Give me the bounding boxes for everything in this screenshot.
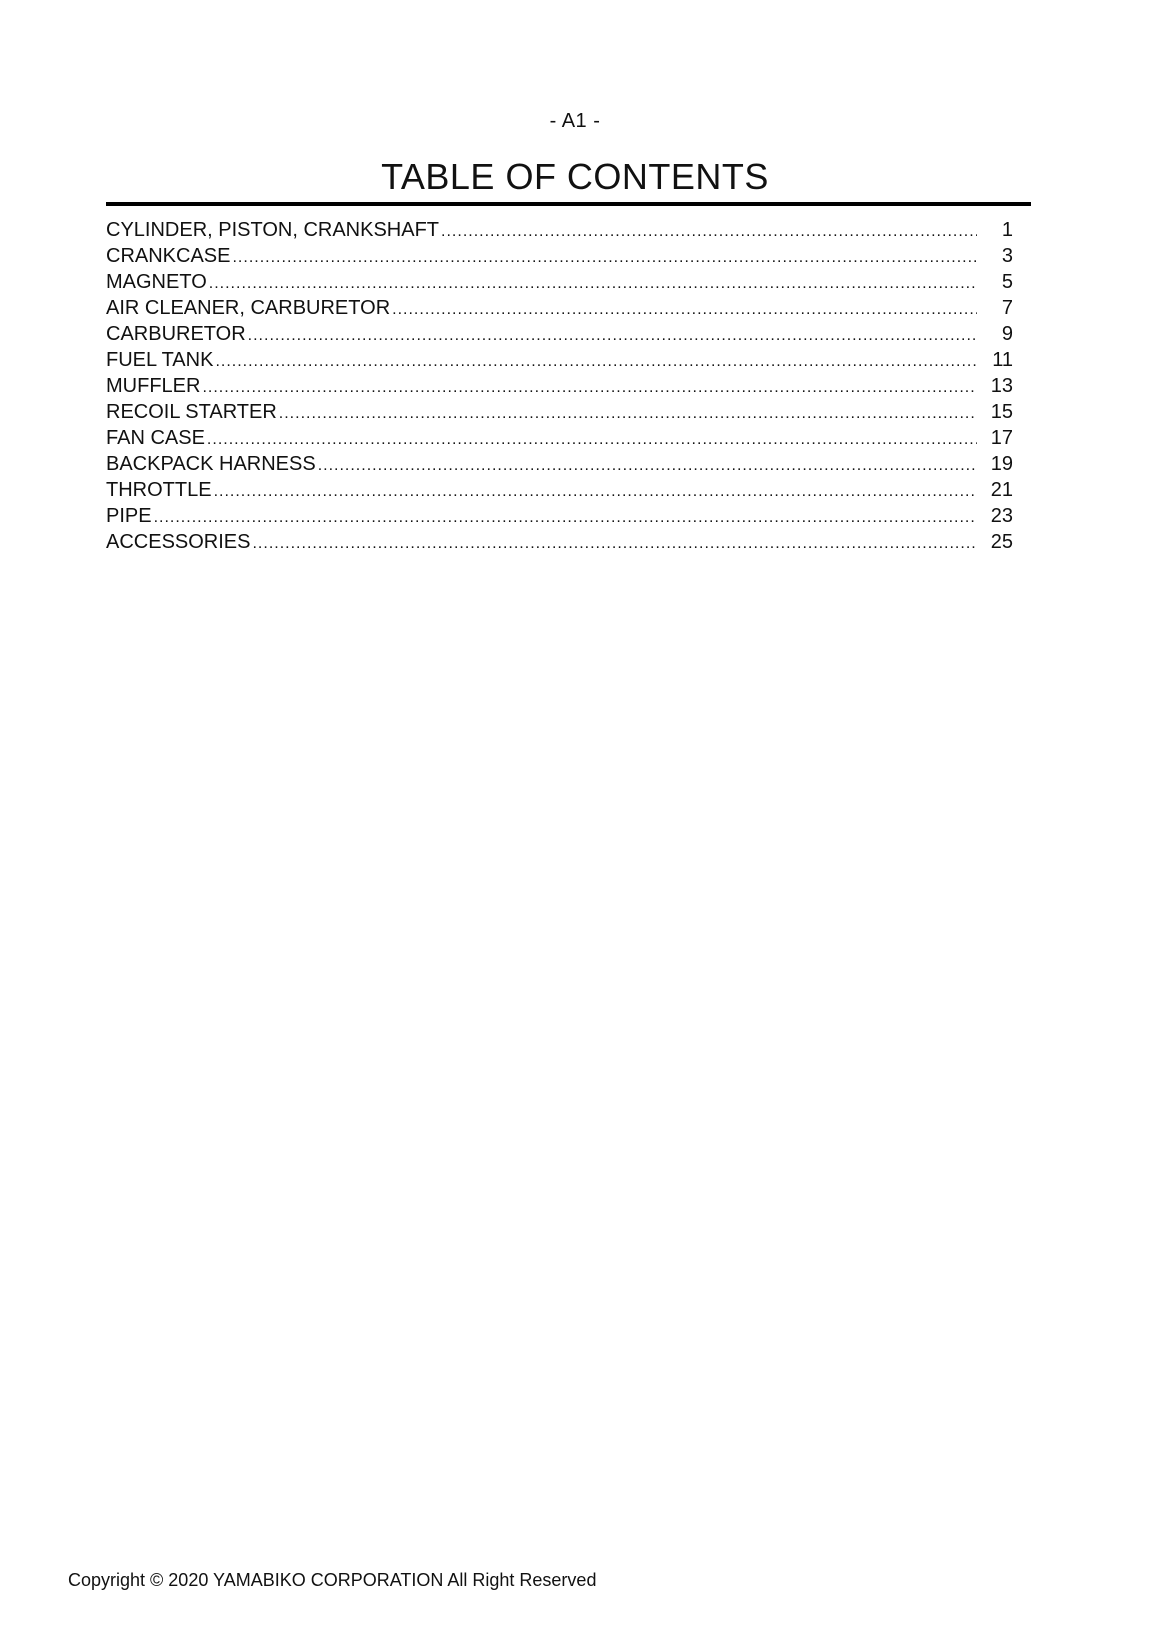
toc-entry-air-cleaner-carburetor[interactable] bbox=[106, 295, 1013, 321]
toc-entry-accessories[interactable] bbox=[106, 529, 1013, 555]
toc-leader-dots bbox=[207, 427, 977, 453]
copyright-notice: Copyright © 2020 YAMABIKO CORPORATION All Right Reserved bbox=[68, 1570, 597, 1590]
title-divider bbox=[106, 202, 1031, 206]
toc-entry-fuel-tank[interactable] bbox=[106, 347, 1013, 373]
toc-leader-dots bbox=[154, 505, 977, 531]
toc-entry-label: FUEL TANK bbox=[106, 349, 214, 371]
toc-entry-page: 7 bbox=[1001, 297, 1013, 319]
toc-entry-page: 25 bbox=[990, 531, 1013, 553]
toc-leader-dots bbox=[232, 245, 977, 271]
toc-leader-dots bbox=[392, 297, 977, 323]
toc-leader-dots bbox=[214, 479, 977, 505]
toc-leader-dots bbox=[252, 531, 977, 557]
toc-leader-dots bbox=[318, 453, 977, 479]
toc-leader-dots bbox=[441, 219, 977, 245]
toc-entry-page: 15 bbox=[990, 401, 1013, 423]
toc-entry-page: 23 bbox=[990, 505, 1013, 527]
toc-entry-throttle[interactable] bbox=[106, 477, 1013, 503]
toc-entry-page: 5 bbox=[1001, 271, 1013, 293]
toc-entry-page: 21 bbox=[990, 479, 1013, 501]
toc-list bbox=[106, 217, 1013, 555]
page-number: - A1 - bbox=[549, 110, 601, 132]
toc-entry-page: 19 bbox=[990, 453, 1013, 475]
toc-entry-page: 9 bbox=[1001, 323, 1013, 345]
toc-entry-cylinder-piston-crankshaft[interactable] bbox=[106, 217, 1013, 243]
toc-entry-label: FAN CASE bbox=[106, 427, 205, 449]
toc-leader-dots bbox=[209, 271, 977, 297]
toc-entry-label: CARBURETOR bbox=[106, 323, 246, 345]
toc-entry-pipe[interactable] bbox=[106, 503, 1013, 529]
page-title: TABLE OF CONTENTS bbox=[381, 156, 769, 197]
toc-leader-dots bbox=[215, 349, 977, 375]
toc-entry-label: THROTTLE bbox=[106, 479, 212, 501]
toc-entry-page: 3 bbox=[1001, 245, 1013, 267]
toc-leader-dots bbox=[202, 375, 977, 401]
toc-entry-muffler[interactable] bbox=[106, 373, 1013, 399]
toc-leader-dots bbox=[279, 401, 977, 427]
toc-entry-page: 13 bbox=[990, 375, 1013, 397]
toc-leader-dots bbox=[248, 323, 977, 349]
toc-entry-label: RECOIL STARTER bbox=[106, 401, 277, 423]
toc-entry-label: MUFFLER bbox=[106, 375, 201, 397]
toc-entry-label: PIPE bbox=[106, 505, 152, 527]
toc-entry-label: MAGNETO bbox=[106, 271, 207, 293]
toc-entry-page: 11 bbox=[992, 349, 1013, 371]
toc-entry-carburetor[interactable] bbox=[106, 321, 1013, 347]
toc-entry-label: ACCESSORIES bbox=[106, 531, 251, 553]
toc-entry-crankcase[interactable] bbox=[106, 243, 1013, 269]
toc-entry-label: CRANKCASE bbox=[106, 245, 231, 267]
toc-entry-page: 1 bbox=[1001, 219, 1013, 241]
toc-entry-label: CYLINDER, PISTON, CRANKSHAFT bbox=[106, 219, 440, 241]
toc-entry-page: 17 bbox=[990, 427, 1013, 449]
toc-entry-label: AIR CLEANER, CARBURETOR bbox=[106, 297, 391, 319]
toc-entry-fan-case[interactable] bbox=[106, 425, 1013, 451]
toc-entry-magneto[interactable] bbox=[106, 269, 1013, 295]
toc-entry-label: BACKPACK HARNESS bbox=[106, 453, 316, 475]
toc-entry-recoil-starter[interactable] bbox=[106, 399, 1013, 425]
toc-entry-backpack-harness[interactable] bbox=[106, 451, 1013, 477]
